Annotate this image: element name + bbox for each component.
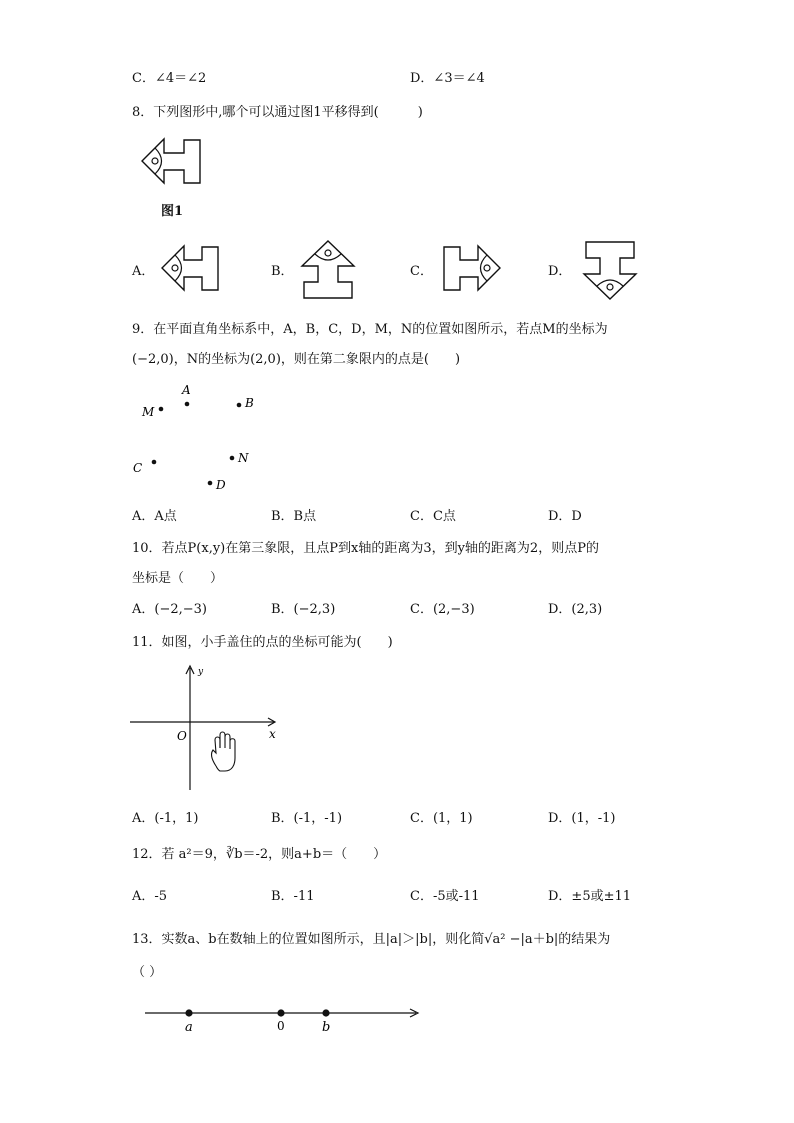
point-m-dot	[159, 407, 164, 412]
point-n-dot	[230, 456, 235, 461]
q11-option-d: D．(1，-1)	[548, 811, 616, 826]
label-zero: 0	[277, 1019, 285, 1033]
q8-option-c-figure	[440, 238, 502, 300]
q13-number-line	[140, 998, 425, 1038]
q9-option-d: D．D	[548, 509, 582, 524]
q9-stem-line2: (−2,0)，N的坐标为(2,0)，则在第二象限内的点是( )	[132, 352, 461, 367]
q12-option-d: D．±5或±11	[548, 889, 632, 904]
point-a-dot	[185, 402, 190, 407]
y-axis-label: y	[198, 667, 204, 677]
q13-stem-line2: （ ）	[132, 965, 163, 980]
point-b-label: B	[245, 396, 254, 410]
point-b-dot	[322, 1009, 329, 1016]
point-zero-dot	[277, 1009, 284, 1016]
q9-point-figure	[130, 380, 270, 495]
point-d-dot	[208, 481, 213, 486]
point-a-dot	[185, 1009, 192, 1016]
x-axis-label: x	[269, 727, 276, 741]
q8-figure-1	[140, 133, 204, 195]
q11-axes-figure	[128, 660, 283, 795]
point-c-dot	[152, 460, 157, 465]
label-a: a	[185, 1020, 193, 1035]
q8-option-a-label: A．	[132, 264, 155, 279]
q13-stem-line1: 13．实数a、b在数轴上的位置如图所示，且|a|＞|b|，则化简√a² −|a＋b|的结果为	[132, 932, 611, 947]
q12-stem: 12．若 a²＝9，∛b＝-2，则a+b＝（ ）	[132, 847, 387, 862]
q8-option-c-label: C．	[410, 264, 433, 279]
point-m-label: M	[142, 405, 155, 419]
q8-option-b-figure	[296, 238, 360, 302]
q9-option-c: C．C点	[410, 509, 456, 524]
q12-option-a: A．-5	[132, 889, 168, 904]
q11-option-b: B．(-1，-1)	[271, 811, 343, 826]
q10-option-b: B．(−2,3)	[271, 602, 336, 617]
q8-stem: 8．下列图形中,哪个可以通过图1平移得到( )	[132, 105, 423, 120]
q8-figure-caption: 图1	[161, 204, 184, 219]
q7-option-d: D．∠3＝∠4	[410, 71, 485, 86]
point-d-label: D	[216, 478, 226, 492]
q9-option-a: A．A点	[132, 509, 177, 524]
point-n-label: N	[238, 451, 249, 465]
q11-option-a: A．(-1，1)	[132, 811, 199, 826]
q7-option-c: C．∠4＝∠2	[132, 71, 207, 86]
origin-label: O	[177, 729, 187, 743]
q12-option-b: B．-11	[271, 889, 315, 904]
q10-option-c: C．(2,−3)	[410, 602, 475, 617]
point-c-label: C	[133, 461, 143, 475]
hand-icon	[212, 732, 235, 771]
q8-option-d-label: D．	[548, 264, 572, 279]
q11-option-c: C．(1，1)	[410, 811, 473, 826]
q8-option-d-figure	[578, 238, 642, 302]
q9-stem-line1: 9．在平面直角坐标系中，A，B，C，D，M，N的位置如图所示，若点M的坐标为	[132, 322, 608, 337]
point-b-dot	[237, 403, 242, 408]
q12-option-c: C．-5或-11	[410, 889, 480, 904]
point-a-label: A	[182, 383, 191, 397]
q8-option-a-figure	[160, 238, 222, 300]
q10-stem-line2: 坐标是（ ）	[132, 571, 224, 586]
q10-option-a: A．(−2,−3)	[132, 602, 207, 617]
q10-option-d: D．(2,3)	[548, 602, 603, 617]
q10-stem-line1: 10．若点P(x,y)在第三象限，且点P到x轴的距离为3，到y轴的距离为2，则点P的	[132, 541, 599, 556]
q8-option-b-label: B．	[271, 264, 294, 279]
q11-stem: 11．如图，小手盖住的点的坐标可能为( )	[132, 635, 393, 650]
q9-option-b: B．B点	[271, 509, 317, 524]
label-b: b	[322, 1020, 331, 1035]
